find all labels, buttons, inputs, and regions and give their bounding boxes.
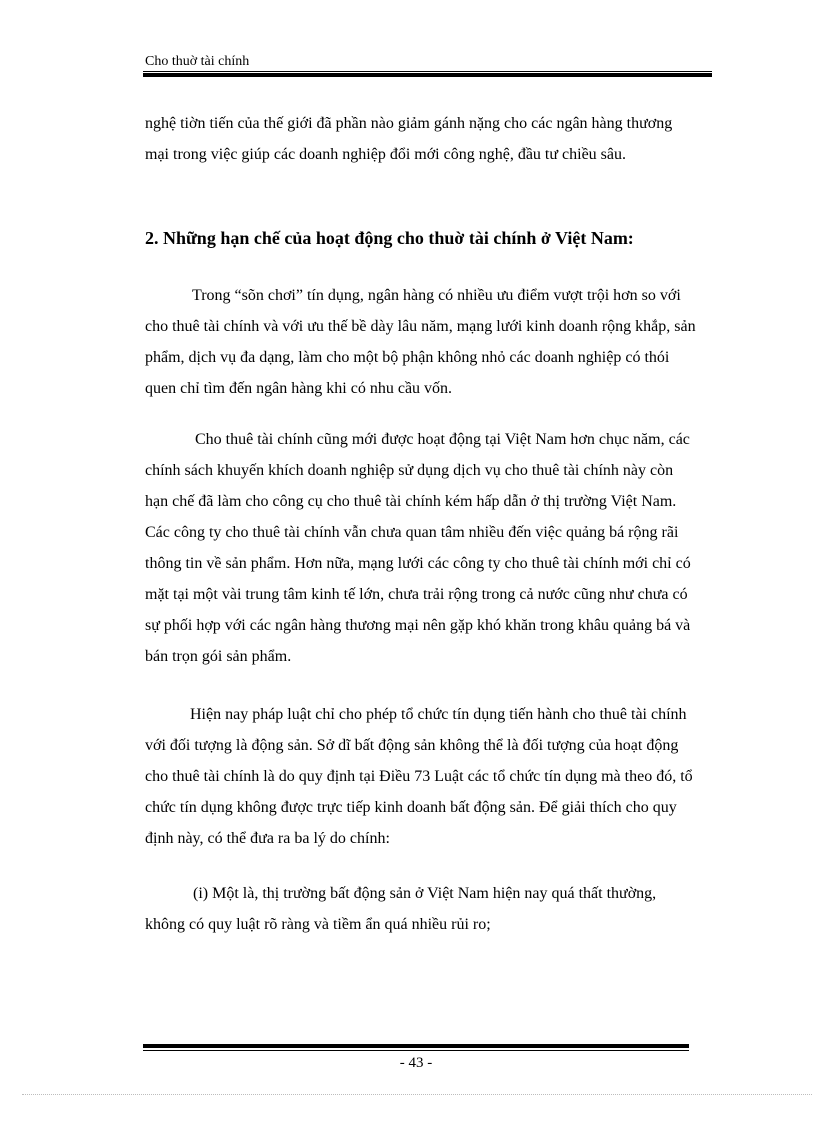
header-rule-thin: [143, 71, 712, 72]
header-rule-thick: [143, 73, 712, 77]
paragraph-2: Trong “sõn chơi” tín dụng, ngân hàng có nhiều ưu điểm vượt trội hơn so với cho thuê tài chính và với ưu thế bề dày lâu năm, mạng lưới kinh doanh rộng khắp, sản phẩm, dịch vụ đa dạng, làm cho một bộ phận không nhỏ các doanh nghiệp có thói quen chỉ tìm đến ngân hàng khi có nhu cầu vốn.: [145, 287, 696, 397]
section-heading: 2. Những hạn chế của hoạt động cho thuờ tài chính ở Việt Nam:: [145, 228, 634, 248]
paragraph-4: Hiện nay pháp luật chỉ cho phép tổ chức tín dụng tiến hành cho thuê tài chính với đối tượng là động sản. Sở dĩ bất động sản không thể là đối tượng của hoạt động cho thuê tài chính là do quy định tại Điều 73 Luật các tổ chức tín dụng mà theo đó, tổ chức tín dụng không được trực tiếp kinh doanh bất động sản. Để giải thích cho quy định này, có thể đưa ra ba lý do chính:: [145, 706, 693, 847]
page-number: - 43 -: [399, 1055, 433, 1071]
paragraph-5: (i) Một là, thị trường bất động sản ở Việt Nam hiện nay quá thất thường, không có quy luật rõ ràng và tiềm ẩn quá nhiều rủi ro;: [145, 885, 657, 933]
page-boundary-dotted-line: [22, 1094, 812, 1095]
footer-rule-thick: [143, 1044, 689, 1048]
footer-rule-thin: [143, 1050, 689, 1051]
running-header: Cho thuờ tài chính: [145, 54, 250, 69]
paragraph-1: nghệ tiờn tiến của thế giới đã phần nào giảm gánh nặng cho các ngân hàng thương mại trong việc giúp các doanh nghiệp đổi mới công nghệ, đầu tư chiều sâu.: [145, 115, 673, 163]
paragraph-3: Cho thuê tài chính cũng mới được hoạt động tại Việt Nam hơn chục năm, các chính sách khuyến khích doanh nghiệp sử dụng dịch vụ cho thuê tài chính này còn hạn chế đã làm cho công cụ cho thuê tài chính kém hấp dẫn ở thị trường Việt Nam. Các công ty cho thuê tài chính vẫn chưa quan tâm nhiều đến việc quảng bá rộng rãi thông tin về sản phẩm. Hơn nữa, mạng lưới các công ty cho thuê tài chính mới chỉ có mặt tại một vài trung tâm kinh tế lớn, chưa trải rộng trong cả nước cũng như chưa có sự phối hợp với các ngân hàng thương mại nên gặp khó khăn trong khâu quảng bá và bán trọn gói sản phẩm.: [145, 431, 691, 665]
